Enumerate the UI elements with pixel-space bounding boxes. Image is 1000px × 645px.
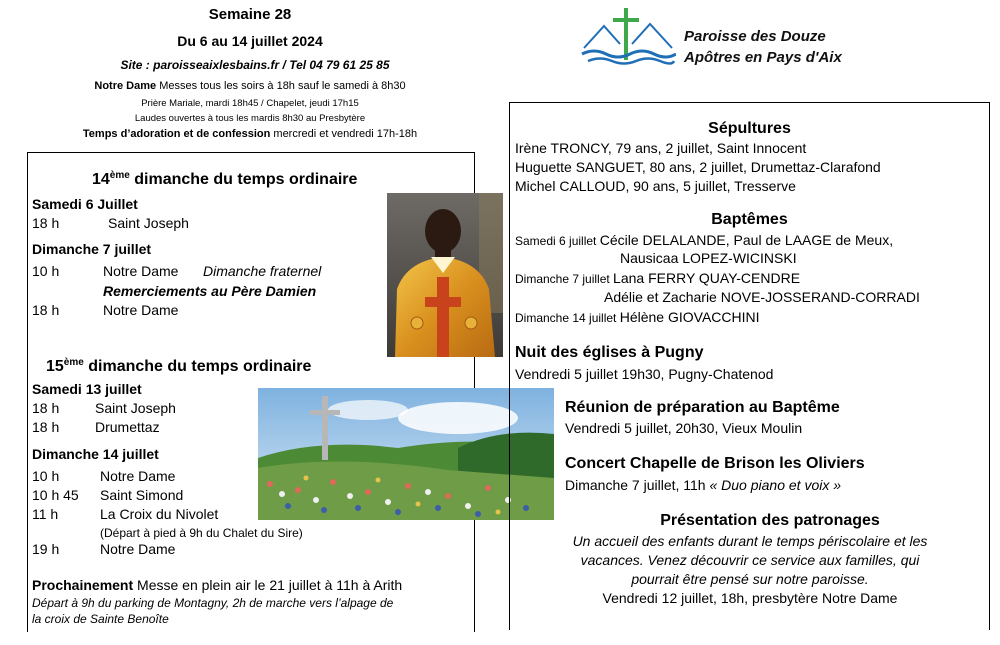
week-title: Semaine 28 xyxy=(208,6,292,23)
saturday13-heading: Samedi 13 juillet xyxy=(32,381,142,397)
sepultures-title: Sépultures xyxy=(708,120,791,137)
sunday7-heading: Dimanche 7 juillet xyxy=(32,241,152,257)
sepulture-3: Michel CALLOUD, 90 ans, 5 juillet, Tresserve xyxy=(515,178,796,194)
thanks-line: Remerciements au Père Damien xyxy=(103,283,317,299)
bapteme-3-day: Dimanche 14 juillet xyxy=(515,311,620,325)
sunday14-place2: Saint Simond xyxy=(100,487,184,503)
patronages-line4: Vendredi 12 juillet, 18h, presbytère Notre Dame xyxy=(602,590,898,606)
sunday14-time1: 10 h xyxy=(32,468,60,484)
parish-name-line1: Paroisse des Douze xyxy=(684,28,826,45)
saturday13-time1: 18 h xyxy=(32,400,60,416)
sunday7-time1: 10 h xyxy=(32,263,60,279)
concert-title: Concert Chapelle de Brison les Oliviers xyxy=(565,455,865,472)
sunday14-note: (Départ à pied à 9h du Chalet du Sire) xyxy=(100,526,303,540)
sunday14-place3: La Croix du Nivolet xyxy=(100,506,219,522)
sunday14-heading: Dimanche 14 juillet xyxy=(32,446,159,462)
sepulture-2: Huguette SANGUET, 80 ans, 2 juillet, Drumettaz-Clarafond xyxy=(515,159,881,175)
parish-logo-icon xyxy=(580,4,676,66)
saturday6-place: Saint Joseph xyxy=(108,215,189,231)
nuit-title: Nuit des églises à Pugny xyxy=(515,344,704,361)
bapteme-3 xyxy=(515,309,760,325)
baptemes-title: Baptêmes xyxy=(711,211,788,228)
concert-program: « Duo piano et voix » xyxy=(709,477,842,493)
sunday14-title: 14ème dimanche du temps ordinaire xyxy=(92,170,358,188)
upcoming-detail2: la croix de Sainte Benoîte xyxy=(32,612,169,626)
parish-name xyxy=(684,26,842,68)
date-range: Du 6 au 14 juillet 2024 xyxy=(177,33,323,49)
notre-dame-label: Notre Dame xyxy=(94,80,157,92)
notre-dame-schedule xyxy=(20,80,480,92)
saturday13-time2: 18 h xyxy=(32,419,60,435)
sunday7-note: Dimanche fraternel xyxy=(203,263,322,279)
concert-text xyxy=(565,477,841,493)
laudes-line: Laudes ouvertes à tous les mardis 8h30 au Presbytère xyxy=(134,113,366,124)
reunion-title: Réunion de préparation au Baptême xyxy=(565,399,840,416)
upcoming-label: Prochainement xyxy=(32,577,134,593)
adoration-text: mercredi et vendredi 17h-18h xyxy=(270,128,418,140)
bapteme-1-names: Cécile DELALANDE, Paul de LAAGE de Meux, xyxy=(599,232,894,248)
reunion-text: Vendredi 5 juillet, 20h30, Vieux Moulin xyxy=(565,420,803,436)
sunday14-place1: Notre Dame xyxy=(100,468,176,484)
patronages-line1: Un accueil des enfants durant le temps périscolaire et les xyxy=(572,533,928,549)
site-phone-line: Site : paroisseaixlesbains.fr / Tel 04 79 61 25 85 xyxy=(120,58,390,72)
sunday7-place1: Notre Dame xyxy=(103,263,179,279)
bapteme-1-day: Samedi 6 juillet xyxy=(515,234,600,248)
sunday14-time3: 11 h xyxy=(32,506,59,522)
sunday14-time4: 19 h xyxy=(32,541,60,557)
bapteme-2 xyxy=(515,270,800,286)
priest-photo xyxy=(387,193,503,357)
parish-name-line2: Apôtres en Pays d'Aix xyxy=(684,49,842,66)
adoration-label: Temps d’adoration et de confession xyxy=(82,128,271,140)
nuit-text: Vendredi 5 juillet 19h30, Pugny-Chatenod xyxy=(515,366,774,382)
bapteme-2-names2: Adélie et Zacharie NOVE-JOSSERAND-CORRADI xyxy=(604,289,920,305)
sunday7-time2: 18 h xyxy=(32,302,60,318)
upcoming-mass xyxy=(32,577,402,593)
sunday14-place4: Notre Dame xyxy=(100,541,176,557)
upcoming-detail1: Départ à 9h du parking de Montagny, 2h de marche vers l’alpage de xyxy=(32,596,394,610)
sunday14-time2: 10 h 45 xyxy=(32,487,79,503)
saturday13-place2: Drumettaz xyxy=(95,419,160,435)
bapteme-2-names: Lana FERRY QUAY-CENDRE xyxy=(613,270,801,286)
sepulture-1: Irène TRONCY, 79 ans, 2 juillet, Saint Innocent xyxy=(515,140,807,156)
patronages-line2: vacances. Venez découvrir ce service aux familles, qui xyxy=(580,552,920,568)
sunday7-place2: Notre Dame xyxy=(103,302,179,318)
bapteme-1 xyxy=(515,232,893,248)
patronages-line3: pourrait être pensé sur notre paroisse. xyxy=(631,571,869,587)
saturday6-heading: Samedi 6 Juillet xyxy=(32,196,138,212)
saturday13-place1: Saint Joseph xyxy=(95,400,176,416)
concert-date: Dimanche 7 juillet, 11h xyxy=(565,477,710,493)
notre-dame-text: Messes tous les soirs à 18h sauf le samedi à 8h30 xyxy=(156,80,406,92)
priere-line: Prière Mariale, mardi 18h45 / Chapelet, jeudi 17h15 xyxy=(141,98,359,109)
bapteme-2-day: Dimanche 7 juillet xyxy=(515,272,614,286)
upcoming-text: Messe en plein air le 21 juillet à 11h à Arith xyxy=(133,577,403,593)
bapteme-1-names2: Nausicaa LOPEZ-WICINSKI xyxy=(620,250,797,266)
adoration-line xyxy=(20,128,480,140)
bapteme-3-names: Hélène GIOVACCHINI xyxy=(619,309,760,325)
patronages-title: Présentation des patronages xyxy=(660,512,880,529)
saturday6-time: 18 h xyxy=(32,215,60,231)
sunday15-title: 15ème dimanche du temps ordinaire xyxy=(46,357,312,375)
